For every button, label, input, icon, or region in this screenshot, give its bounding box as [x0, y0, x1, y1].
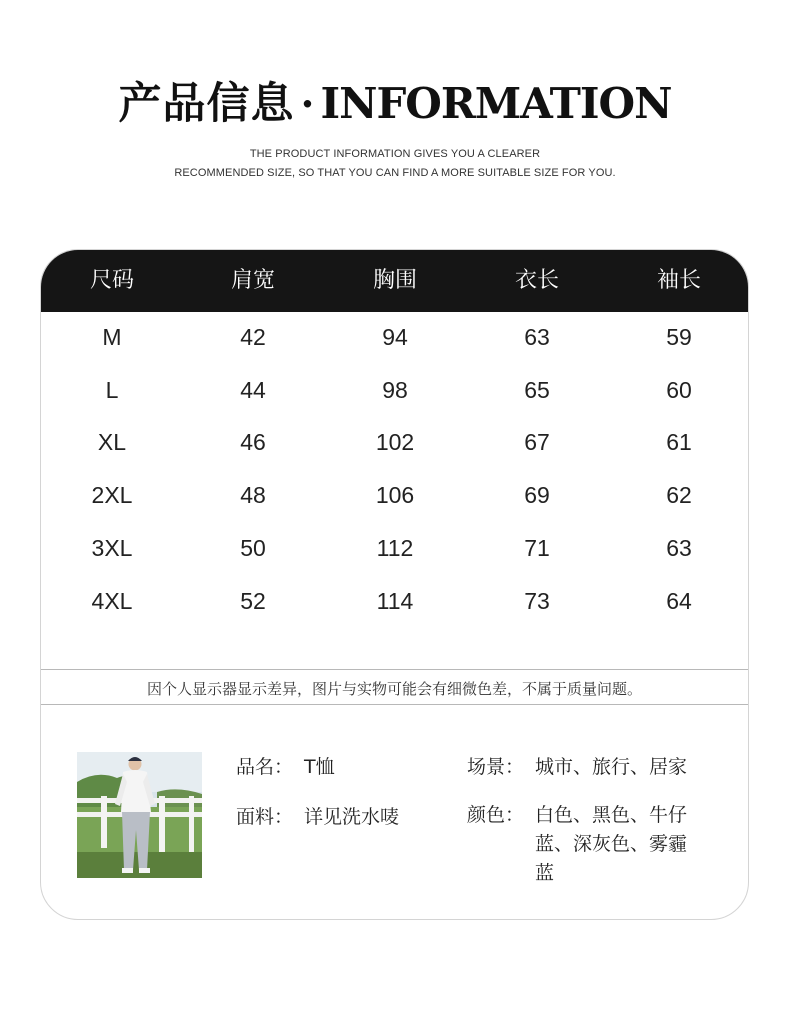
table-cell-shoulder: 52 — [240, 588, 266, 614]
scene-value: 城市、旅行、居家 — [535, 756, 688, 778]
table-cell-sleeve: 59 — [666, 324, 692, 350]
product-photo — [77, 752, 202, 878]
column-header-shoulder: 肩宽 — [230, 268, 275, 293]
size-table-header — [41, 250, 748, 312]
table-cell-length: 67 — [524, 429, 550, 455]
table-cell-chest: 114 — [376, 588, 414, 614]
table-cell-size: M — [102, 324, 122, 350]
title-english: INFORMATION — [320, 79, 672, 128]
column-header-sleeve: 袖长 — [656, 268, 701, 293]
table-cell-shoulder: 46 — [240, 429, 266, 455]
color-value-line-3: 蓝 — [535, 862, 555, 884]
subtitle-line-2: RECOMMENDED SIZE, SO THAT YOU CAN FIND A MORE SUITABLE SIZE FOR YOU. — [174, 167, 616, 179]
divider-bottom — [41, 704, 748, 705]
color-value-line-2: 蓝、深灰色、雾霾 — [535, 833, 688, 855]
table-cell-sleeve: 63 — [666, 535, 692, 561]
fabric-label: 面料： — [236, 806, 294, 828]
fabric-value: 详见洗水唛 — [304, 806, 400, 828]
color-value-line-1: 白色、黑色、牛仔 — [535, 804, 688, 826]
table-cell-chest: 102 — [375, 429, 415, 455]
product-name-value: T恤 — [304, 756, 335, 778]
scene-label: 场景： — [467, 756, 525, 778]
table-cell-size: L — [105, 377, 119, 403]
table-cell-sleeve: 61 — [666, 429, 692, 455]
table-cell-length: 71 — [524, 535, 550, 561]
table-cell-chest: 94 — [382, 324, 408, 350]
table-cell-size: 4XL — [91, 588, 133, 614]
table-cell-sleeve: 60 — [666, 377, 692, 403]
table-cell-size: XL — [97, 429, 127, 455]
table-cell-chest: 112 — [376, 535, 414, 561]
table-cell-chest: 98 — [382, 377, 408, 403]
color-label: 颜色： — [467, 804, 525, 826]
table-cell-length: 69 — [524, 482, 550, 508]
column-header-size: 尺码 — [89, 268, 134, 293]
table-cell-sleeve: 62 — [666, 482, 692, 508]
table-cell-shoulder: 50 — [240, 535, 266, 561]
table-cell-length: 65 — [524, 377, 550, 403]
table-cell-length: 73 — [524, 588, 550, 614]
table-cell-sleeve: 64 — [666, 588, 692, 614]
column-header-chest: 胸围 — [372, 268, 417, 293]
table-cell-shoulder: 48 — [240, 482, 266, 508]
product-name-label: 品名： — [236, 756, 294, 778]
color-disclaimer-note: 因个人显示器显示差异，图片与实物可能会有细微色差，不属于质量问题。 — [146, 680, 642, 698]
table-cell-chest: 106 — [375, 482, 415, 508]
column-header-length: 衣长 — [514, 268, 559, 293]
table-cell-shoulder: 42 — [240, 324, 266, 350]
page-title — [0, 70, 790, 131]
title-separator: · — [300, 81, 315, 128]
title-chinese: 产品信息 — [118, 79, 295, 129]
divider-top — [41, 669, 748, 670]
table-cell-size: 2XL — [91, 482, 133, 508]
table-cell-length: 63 — [524, 324, 550, 350]
size-info-card — [40, 249, 749, 920]
table-cell-size: 3XL — [91, 535, 133, 561]
subtitle-line-1: THE PRODUCT INFORMATION GIVES YOU A CLEARER — [249, 148, 541, 160]
table-cell-shoulder: 44 — [240, 377, 266, 403]
